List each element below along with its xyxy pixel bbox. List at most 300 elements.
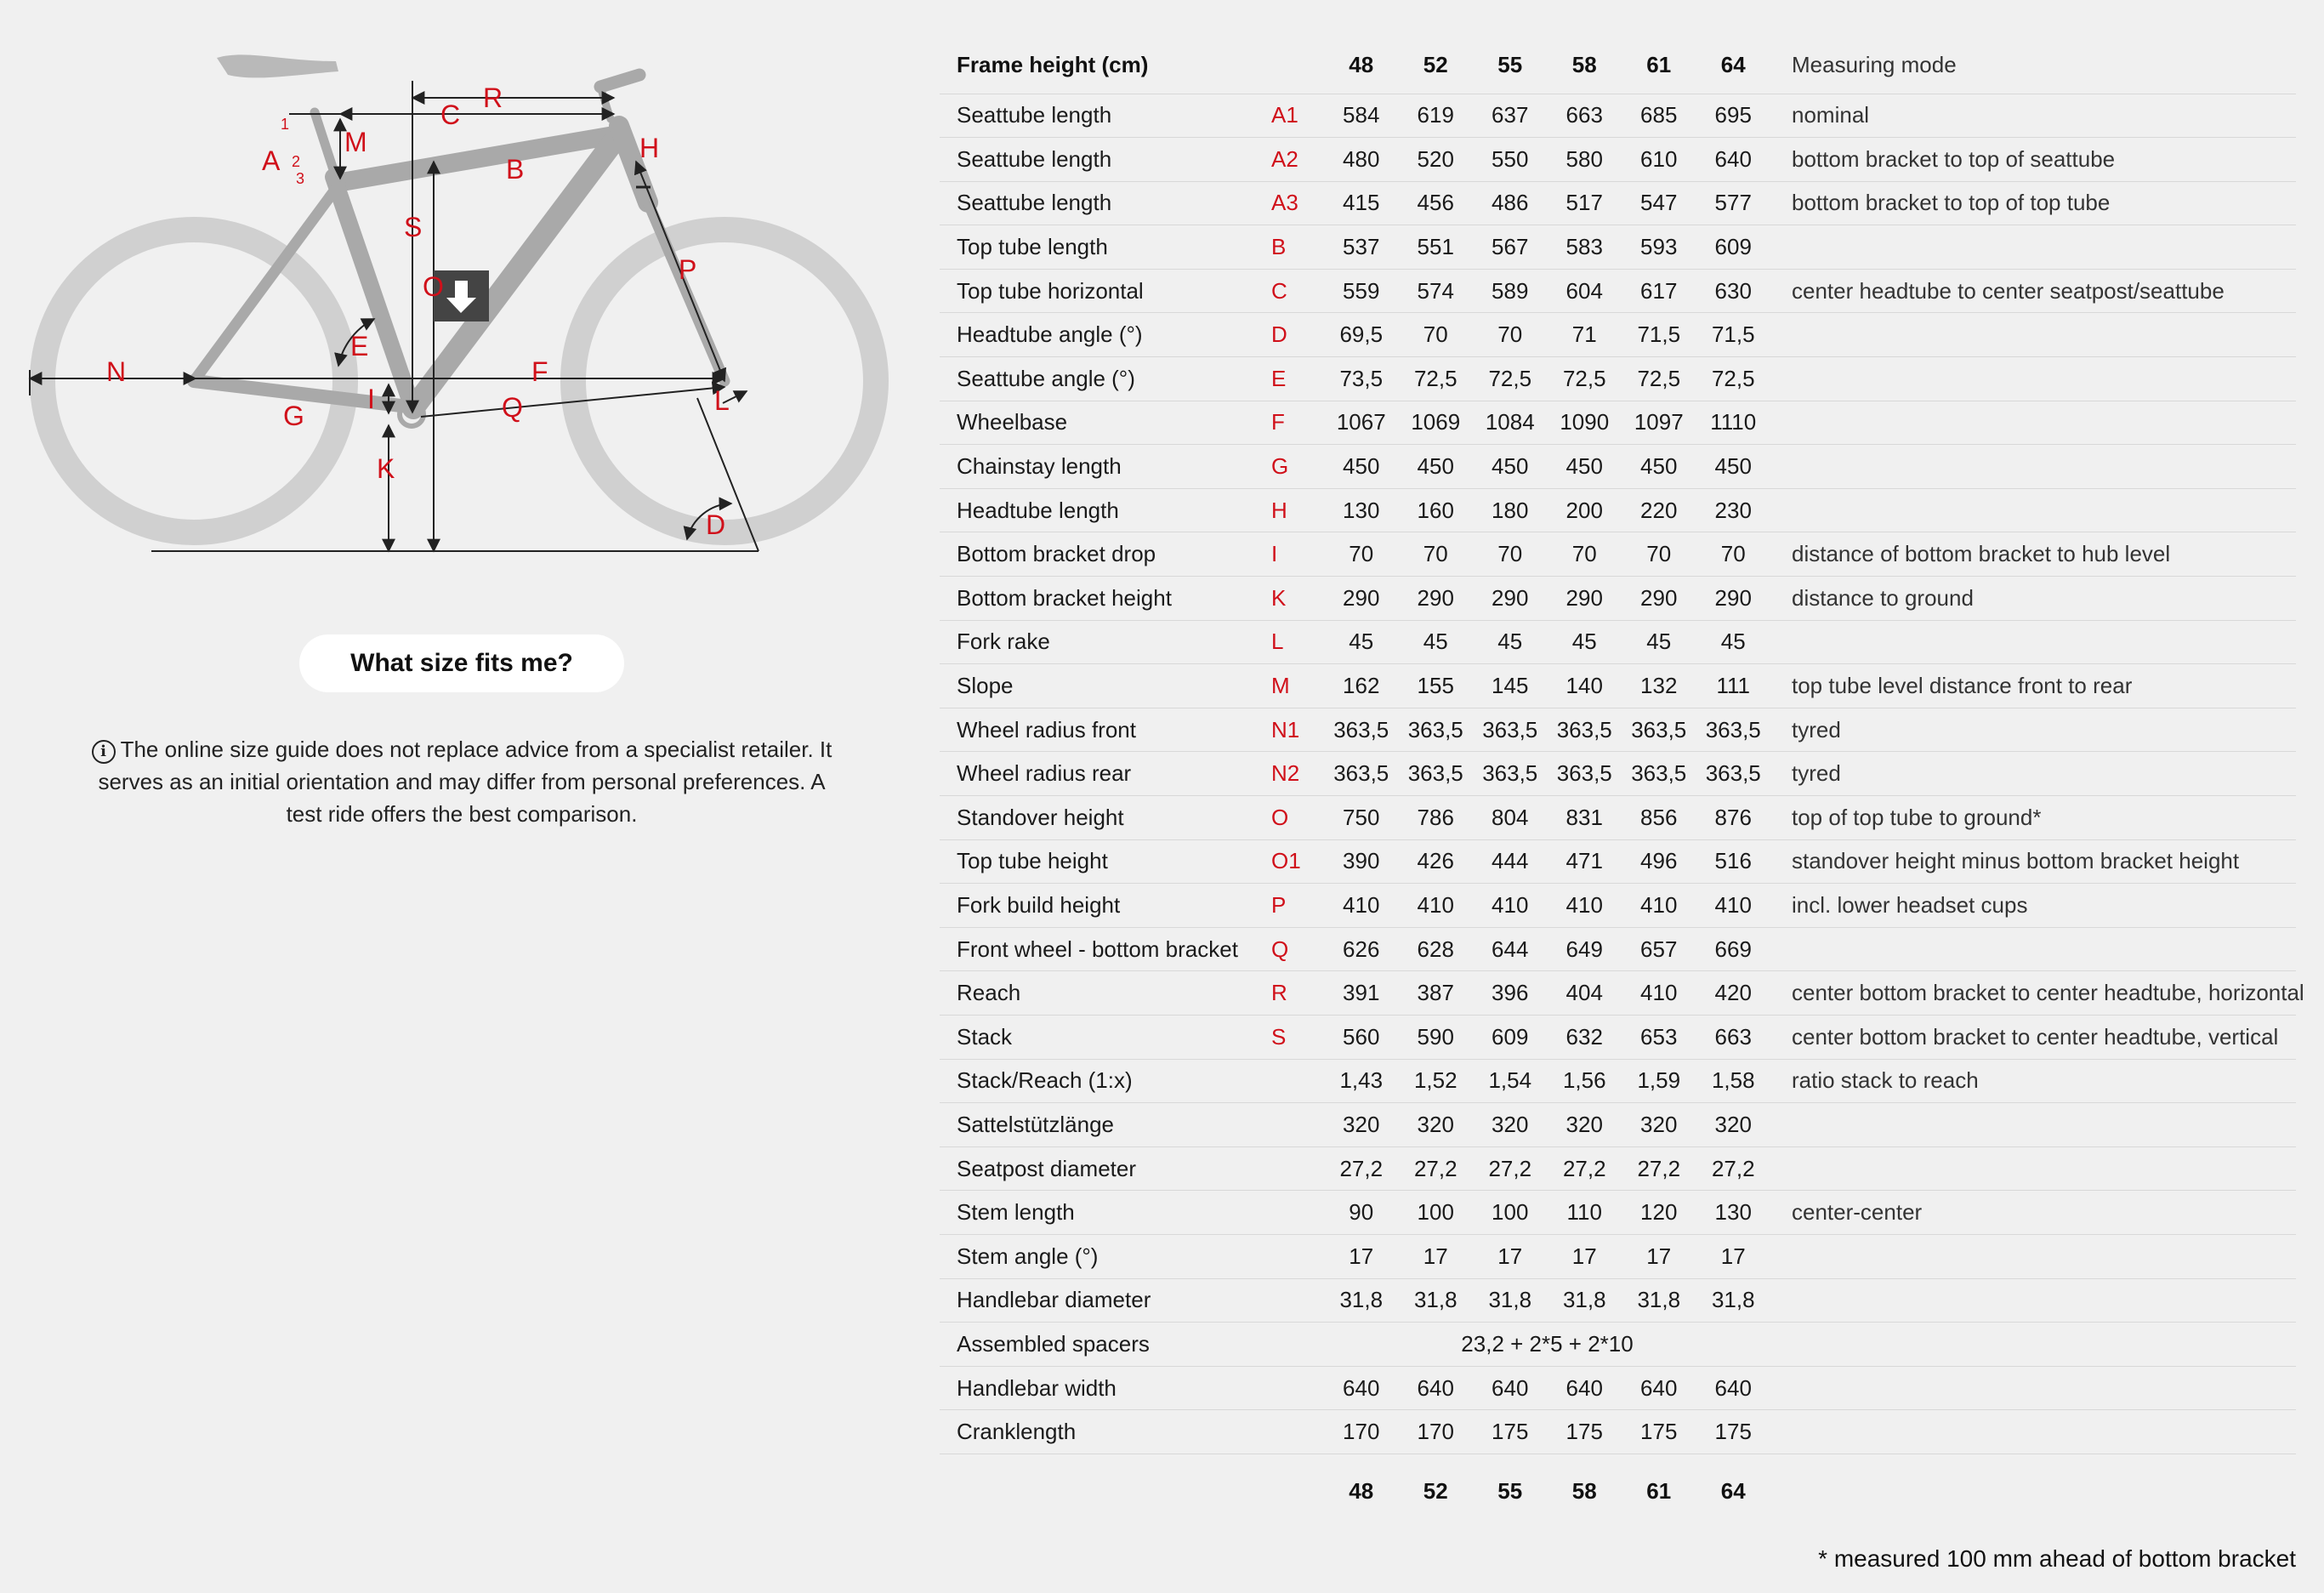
row-value: 27,2 — [1622, 1146, 1696, 1191]
row-value: 45 — [1622, 620, 1696, 664]
row-value: 220 — [1622, 488, 1696, 532]
what-size-fits-me-button[interactable]: What size fits me? — [299, 634, 624, 692]
row-value: 567 — [1473, 225, 1548, 270]
frame-height-header: Frame height (cm) — [940, 37, 1271, 94]
row-mode — [1770, 445, 2296, 489]
row-value: 426 — [1399, 839, 1474, 884]
row-code — [1271, 1323, 1324, 1367]
row-value: 72,5 — [1696, 357, 1771, 401]
row-name: Top tube length — [940, 225, 1271, 270]
row-value: 45 — [1548, 620, 1622, 664]
size-footer: 61 — [1646, 1478, 1672, 1505]
table-row — [940, 796, 2296, 840]
table-row — [940, 1015, 2296, 1059]
row-mode — [1770, 488, 2296, 532]
row-value: 69,5 — [1324, 313, 1399, 357]
table-row — [940, 313, 2296, 357]
row-value: 657 — [1622, 927, 1696, 971]
row-value: 471 — [1548, 839, 1622, 884]
row-value: 17 — [1473, 1234, 1548, 1278]
row-mode — [1770, 225, 2296, 270]
label-f: F — [531, 356, 548, 387]
row-mode — [1770, 1410, 2296, 1454]
table-row — [940, 839, 2296, 884]
row-value: 1,59 — [1622, 1059, 1696, 1103]
row-value: 609 — [1473, 1015, 1548, 1059]
row-name: Reach — [940, 971, 1271, 1016]
row-name: Front wheel - bottom bracket — [940, 927, 1271, 971]
row-code: K — [1271, 577, 1324, 621]
row-code: Q — [1271, 927, 1324, 971]
label-i: I — [367, 384, 375, 414]
row-value: 520 — [1399, 138, 1474, 182]
table-row — [940, 927, 2296, 971]
row-value: 70 — [1622, 532, 1696, 577]
row-name: Chainstay length — [940, 445, 1271, 489]
row-value: 387 — [1399, 971, 1474, 1016]
row-value: 640 — [1399, 1366, 1474, 1410]
row-code — [1271, 1146, 1324, 1191]
row-value: 450 — [1399, 445, 1474, 489]
row-value: 31,8 — [1548, 1278, 1622, 1323]
row-name: Seattube angle (°) — [940, 357, 1271, 401]
row-value: 589 — [1473, 269, 1548, 313]
table-row — [940, 1234, 2296, 1278]
row-name: Headtube length — [940, 488, 1271, 532]
row-value: 200 — [1548, 488, 1622, 532]
row-value: 580 — [1548, 138, 1622, 182]
row-value: 31,8 — [1622, 1278, 1696, 1323]
size-header: 55 — [1473, 37, 1548, 94]
row-value: 584 — [1324, 94, 1399, 138]
row-value: 130 — [1324, 488, 1399, 532]
table-row — [940, 664, 2296, 708]
table-row — [940, 225, 2296, 270]
row-value: 363,5 — [1399, 752, 1474, 796]
row-mode: tyred — [1770, 708, 2296, 752]
label-d: D — [706, 509, 726, 540]
row-value: 604 — [1548, 269, 1622, 313]
row-value: 27,2 — [1399, 1146, 1474, 1191]
label-s: S — [404, 212, 423, 242]
row-value: 1110 — [1696, 401, 1771, 445]
table-row — [940, 445, 2296, 489]
row-name: Cranklength — [940, 1410, 1271, 1454]
row-value: 450 — [1622, 445, 1696, 489]
row-value: 90 — [1324, 1191, 1399, 1235]
row-value: 27,2 — [1548, 1146, 1622, 1191]
row-value: 175 — [1473, 1410, 1548, 1454]
row-code: N1 — [1271, 708, 1324, 752]
row-value: 70 — [1399, 313, 1474, 357]
label-l: L — [714, 385, 730, 416]
row-mode: top tube level distance front to rear — [1770, 664, 2296, 708]
row-value: 390 — [1324, 839, 1399, 884]
row-value: 17 — [1548, 1234, 1622, 1278]
row-value: 363,5 — [1324, 708, 1399, 752]
row-mode: incl. lower headset cups — [1770, 884, 2296, 928]
row-value: 486 — [1473, 181, 1548, 225]
label-3: 3 — [296, 170, 305, 187]
row-value: 175 — [1548, 1410, 1622, 1454]
row-mode: distance to ground — [1770, 577, 2296, 621]
row-mode: center headtube to center seatpost/seattube — [1770, 269, 2296, 313]
row-value: 653 — [1622, 1015, 1696, 1059]
label-h: H — [639, 133, 660, 163]
table-row — [940, 752, 2296, 796]
row-mode: center bottom bracket to center headtube, vertical — [1770, 1015, 2296, 1059]
row-value: 450 — [1324, 445, 1399, 489]
row-name: Top tube horizontal — [940, 269, 1271, 313]
row-value: 175 — [1622, 1410, 1696, 1454]
row-code: M — [1271, 664, 1324, 708]
table-row — [940, 1278, 2296, 1323]
label-2: 2 — [292, 153, 301, 170]
row-name: Seattube length — [940, 181, 1271, 225]
row-code: I — [1271, 532, 1324, 577]
row-mode: center-center — [1770, 1191, 2296, 1235]
row-value: 551 — [1399, 225, 1474, 270]
row-value: 363,5 — [1696, 708, 1771, 752]
row-value: 320 — [1473, 1103, 1548, 1147]
row-value: 649 — [1548, 927, 1622, 971]
row-code: G — [1271, 445, 1324, 489]
label-a: A — [262, 145, 281, 176]
row-name: Seattube length — [940, 138, 1271, 182]
row-value: 410 — [1696, 884, 1771, 928]
row-value: 160 — [1399, 488, 1474, 532]
table-row — [940, 401, 2296, 445]
size-header: 58 — [1548, 37, 1622, 94]
size-header: 52 — [1399, 37, 1474, 94]
info-icon: i — [92, 740, 116, 764]
row-value: 450 — [1473, 445, 1548, 489]
row-value: 363,5 — [1548, 752, 1622, 796]
row-code: D — [1271, 313, 1324, 357]
row-value: 72,5 — [1622, 357, 1696, 401]
row-code — [1271, 1234, 1324, 1278]
row-value: 450 — [1548, 445, 1622, 489]
row-value: 516 — [1696, 839, 1771, 884]
table-row — [940, 708, 2296, 752]
row-value: 1,58 — [1696, 1059, 1771, 1103]
row-value: 290 — [1399, 577, 1474, 621]
table-footer-row — [940, 1454, 2296, 1528]
row-value: 640 — [1473, 1366, 1548, 1410]
row-value: 110 — [1548, 1191, 1622, 1235]
row-value: 640 — [1696, 138, 1771, 182]
row-value: 175 — [1696, 1410, 1771, 1454]
row-value: 320 — [1696, 1103, 1771, 1147]
row-value: 363,5 — [1324, 752, 1399, 796]
row-name: Wheel radius front — [940, 708, 1271, 752]
label-e: E — [350, 331, 369, 361]
row-code: N2 — [1271, 752, 1324, 796]
row-value: 577 — [1696, 181, 1771, 225]
row-name: Stack/Reach (1:x) — [940, 1059, 1271, 1103]
row-value: 180 — [1473, 488, 1548, 532]
row-value: 132 — [1622, 664, 1696, 708]
row-code: H — [1271, 488, 1324, 532]
row-value: 363,5 — [1696, 752, 1771, 796]
row-value: 363,5 — [1473, 752, 1548, 796]
row-value: 456 — [1399, 181, 1474, 225]
row-name: Handlebar width — [940, 1366, 1271, 1410]
row-name: Assembled spacers — [940, 1323, 1271, 1367]
row-value: 145 — [1473, 664, 1548, 708]
row-mode: standover height minus bottom bracket height — [1770, 839, 2296, 884]
row-value: 450 — [1696, 445, 1771, 489]
row-code — [1271, 1103, 1324, 1147]
row-value: 363,5 — [1399, 708, 1474, 752]
row-value: 444 — [1473, 839, 1548, 884]
row-value: 45 — [1324, 620, 1399, 664]
row-mode: bottom bracket to top of seattube — [1770, 138, 2296, 182]
table-row — [940, 620, 2296, 664]
row-value: 410 — [1324, 884, 1399, 928]
row-value: 630 — [1696, 269, 1771, 313]
table-row — [940, 181, 2296, 225]
row-mode — [1770, 620, 2296, 664]
row-value: 111 — [1696, 664, 1771, 708]
row-code: C — [1271, 269, 1324, 313]
row-code: F — [1271, 401, 1324, 445]
row-value: 391 — [1324, 971, 1399, 1016]
size-footer: 58 — [1571, 1478, 1597, 1505]
table-row — [940, 1366, 2296, 1410]
row-name: Slope — [940, 664, 1271, 708]
label-o: O — [423, 271, 444, 302]
row-value: 320 — [1622, 1103, 1696, 1147]
row-value: 640 — [1696, 1366, 1771, 1410]
measuring-mode-header: Measuring mode — [1770, 37, 2296, 94]
row-value: 574 — [1399, 269, 1474, 313]
table-row — [940, 577, 2296, 621]
row-mode: nominal — [1770, 94, 2296, 138]
row-code: A1 — [1271, 94, 1324, 138]
table-row — [940, 532, 2296, 577]
table-row — [940, 1191, 2296, 1235]
table-row — [940, 488, 2296, 532]
row-value: 1069 — [1399, 401, 1474, 445]
row-name: Handlebar diameter — [940, 1278, 1271, 1323]
footnote: * measured 100 mm ahead of bottom bracket — [1818, 1545, 2296, 1572]
row-mode — [1770, 1234, 2296, 1278]
row-value: 685 — [1622, 94, 1696, 138]
row-value: 100 — [1399, 1191, 1474, 1235]
row-name: Seatpost diameter — [940, 1146, 1271, 1191]
label-n: N — [106, 356, 127, 387]
label-g: G — [283, 401, 304, 431]
row-value: 290 — [1548, 577, 1622, 621]
row-value: 632 — [1548, 1015, 1622, 1059]
row-value: 72,5 — [1548, 357, 1622, 401]
row-mode — [1770, 1278, 2296, 1323]
row-value: 410 — [1548, 884, 1622, 928]
row-mode: top of top tube to ground* — [1770, 796, 2296, 840]
label-r: R — [483, 82, 503, 113]
table-row — [940, 1323, 2296, 1367]
row-value: 73,5 — [1324, 357, 1399, 401]
row-value: 363,5 — [1548, 708, 1622, 752]
row-name: Stem length — [940, 1191, 1271, 1235]
table-row — [940, 971, 2296, 1016]
size-header: 48 — [1324, 37, 1399, 94]
row-code: A3 — [1271, 181, 1324, 225]
row-value: 410 — [1473, 884, 1548, 928]
row-value: 640 — [1324, 1366, 1399, 1410]
row-value: 17 — [1696, 1234, 1771, 1278]
row-value: 547 — [1622, 181, 1696, 225]
row-value: 550 — [1473, 138, 1548, 182]
row-value: 363,5 — [1622, 752, 1696, 796]
row-value: 120 — [1622, 1191, 1696, 1235]
table-row — [940, 94, 2296, 138]
row-name: Stack — [940, 1015, 1271, 1059]
row-name: Stem angle (°) — [940, 1234, 1271, 1278]
table-row — [940, 1059, 2296, 1103]
label-m: M — [344, 127, 367, 157]
row-mode: center bottom bracket to center headtube, horizontal — [1770, 971, 2296, 1016]
row-code — [1271, 1366, 1324, 1410]
disclaimer — [83, 733, 840, 830]
row-mode: ratio stack to reach — [1770, 1059, 2296, 1103]
row-value: 45 — [1473, 620, 1548, 664]
row-value: 155 — [1399, 664, 1474, 708]
row-name: Headtube angle (°) — [940, 313, 1271, 357]
row-value: 831 — [1548, 796, 1622, 840]
row-value: 590 — [1399, 1015, 1474, 1059]
row-value: 695 — [1696, 94, 1771, 138]
size-footer: 55 — [1497, 1478, 1523, 1505]
table-row — [940, 1103, 2296, 1147]
row-value: 170 — [1324, 1410, 1399, 1454]
row-value: 626 — [1324, 927, 1399, 971]
row-value: 610 — [1622, 138, 1696, 182]
row-value: 17 — [1622, 1234, 1696, 1278]
row-value: 320 — [1548, 1103, 1622, 1147]
row-value: 876 — [1696, 796, 1771, 840]
row-value: 70 — [1399, 532, 1474, 577]
row-value: 70 — [1473, 313, 1548, 357]
row-value: 45 — [1696, 620, 1771, 664]
row-value: 290 — [1622, 577, 1696, 621]
row-mode — [1770, 357, 2296, 401]
row-value: 70 — [1548, 532, 1622, 577]
size-header: 61 — [1622, 37, 1696, 94]
row-value: 804 — [1473, 796, 1548, 840]
table-row — [940, 1410, 2296, 1454]
size-header: 64 — [1696, 37, 1771, 94]
label-b: B — [506, 154, 525, 185]
row-value: 71,5 — [1622, 313, 1696, 357]
size-footer: 52 — [1423, 1478, 1448, 1505]
row-value: 1,54 — [1473, 1059, 1548, 1103]
row-mode — [1770, 1103, 2296, 1147]
row-value: 71,5 — [1696, 313, 1771, 357]
row-value: 70 — [1324, 532, 1399, 577]
row-code: S — [1271, 1015, 1324, 1059]
row-value: 1084 — [1473, 401, 1548, 445]
row-value: 31,8 — [1324, 1278, 1399, 1323]
row-value: 496 — [1622, 839, 1696, 884]
row-value: 1090 — [1548, 401, 1622, 445]
row-mode — [1770, 1323, 2296, 1367]
row-value: 290 — [1324, 577, 1399, 621]
disclaimer-text: The online size guide does not replace advice from a specialist retailer. It serves as an initial orientation and may differ from personal preferences. A test ride offers the best comparison. — [98, 737, 832, 827]
row-value: 1067 — [1324, 401, 1399, 445]
row-value: 415 — [1324, 181, 1399, 225]
row-mode — [1770, 313, 2296, 357]
row-value: 663 — [1548, 94, 1622, 138]
row-value: 517 — [1548, 181, 1622, 225]
row-value: 404 — [1548, 971, 1622, 1016]
row-value: 410 — [1399, 884, 1474, 928]
row-code — [1271, 1278, 1324, 1323]
bike-geometry-diagram — [0, 26, 910, 578]
size-footer: 48 — [1349, 1478, 1374, 1505]
saddle — [217, 54, 338, 77]
row-name: Bottom bracket height — [940, 577, 1271, 621]
geometry-table — [940, 37, 2304, 1528]
row-code: A2 — [1271, 138, 1324, 182]
row-value: 480 — [1324, 138, 1399, 182]
row-value: 17 — [1399, 1234, 1474, 1278]
row-value: 17 — [1324, 1234, 1399, 1278]
row-code — [1271, 1410, 1324, 1454]
label-1: 1 — [281, 116, 290, 133]
row-value: 593 — [1622, 225, 1696, 270]
label-q: Q — [502, 392, 523, 423]
row-value: 637 — [1473, 94, 1548, 138]
row-value: 72,5 — [1399, 357, 1474, 401]
row-value: 1,56 — [1548, 1059, 1622, 1103]
row-value: 640 — [1548, 1366, 1622, 1410]
row-value: 363,5 — [1473, 708, 1548, 752]
row-value: 628 — [1399, 927, 1474, 971]
row-value: 559 — [1324, 269, 1399, 313]
row-name: Bottom bracket drop — [940, 532, 1271, 577]
row-value: 663 — [1696, 1015, 1771, 1059]
row-value: 290 — [1473, 577, 1548, 621]
row-value: 72,5 — [1473, 357, 1548, 401]
row-value: 619 — [1399, 94, 1474, 138]
table-row — [940, 138, 2296, 182]
row-value: 70 — [1696, 532, 1771, 577]
row-value: 1,43 — [1324, 1059, 1399, 1103]
row-value: 1097 — [1622, 401, 1696, 445]
row-name: Wheel radius rear — [940, 752, 1271, 796]
row-value: 130 — [1696, 1191, 1771, 1235]
row-code — [1271, 1191, 1324, 1235]
row-value: 420 — [1696, 971, 1771, 1016]
row-value: 170 — [1399, 1410, 1474, 1454]
label-c: C — [440, 100, 461, 130]
row-name: Sattelstützlänge — [940, 1103, 1271, 1147]
row-value: 410 — [1622, 971, 1696, 1016]
row-value: 856 — [1622, 796, 1696, 840]
row-value: 31,8 — [1399, 1278, 1474, 1323]
row-value: 669 — [1696, 927, 1771, 971]
label-k: K — [377, 453, 395, 484]
row-value: 162 — [1324, 664, 1399, 708]
table-header-row — [940, 37, 2296, 94]
row-value: 617 — [1622, 269, 1696, 313]
row-code: B — [1271, 225, 1324, 270]
row-value: 537 — [1324, 225, 1399, 270]
row-value: 230 — [1696, 488, 1771, 532]
geometry-table-wrapper — [940, 37, 2304, 1528]
